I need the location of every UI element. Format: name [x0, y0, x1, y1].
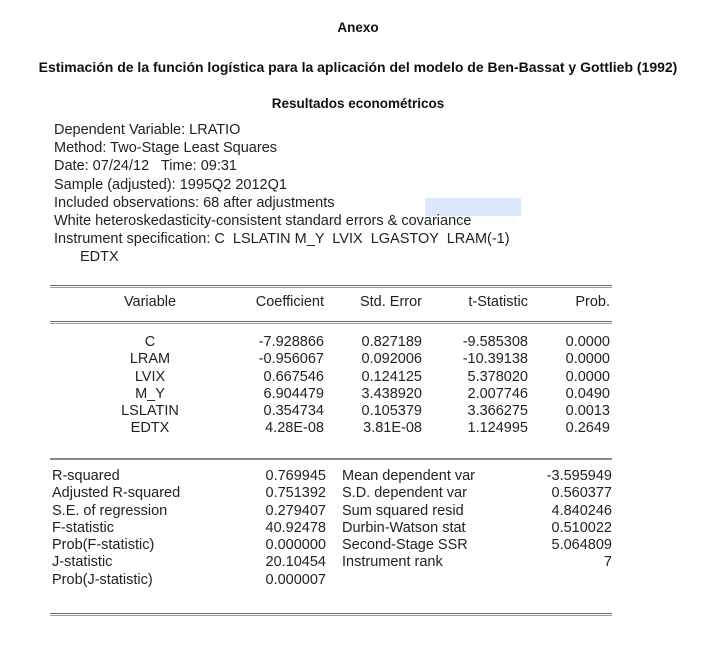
meta-covariance: White heteroskedasticity-consistent standard errors & covariance — [54, 213, 472, 230]
cell-coefficient: 4.28E-08 — [265, 420, 324, 437]
annex-heading: Anexo — [337, 20, 379, 35]
cell-std-error: 3.438920 — [361, 385, 422, 402]
table-row — [50, 334, 612, 351]
stat-label: Adjusted R-squared — [52, 485, 181, 502]
cell-t-statistic: 2.007746 — [467, 385, 528, 402]
stat-value: 0.510022 — [551, 519, 612, 536]
coefficient-table-body — [50, 334, 612, 438]
col-std-error: Std. Error — [359, 294, 422, 310]
cell-prob: 0.0000 — [565, 368, 610, 385]
cell-t-statistic: -9.585308 — [462, 334, 528, 350]
col-t-statistic: t-Statistic — [468, 294, 528, 310]
table-row — [50, 420, 612, 437]
summary-statistics — [52, 468, 612, 589]
table-bottom-rule — [50, 613, 612, 616]
stat-value: 0.279407 — [265, 502, 326, 519]
cell-prob: 0.2649 — [565, 420, 610, 437]
stat-value: 5.064809 — [551, 537, 612, 554]
cell-variable: LVIX — [134, 368, 166, 385]
stat-label: Mean dependent var — [342, 468, 476, 484]
meta-method: Method: Two-Stage Least Squares — [54, 140, 278, 157]
stats-separator-rule — [50, 458, 612, 460]
stat-value: 0.751392 — [265, 485, 326, 502]
stats-row — [52, 468, 612, 485]
stats-row — [52, 520, 612, 537]
stat-label: Sum squared resid — [342, 502, 464, 519]
stat-value: 0.560377 — [551, 485, 612, 502]
cell-prob: 0.0013 — [565, 403, 610, 420]
document-title: Estimación de la función logística para la aplicación del modelo de Ben-Bassat y Gottlieb (1992) — [38, 59, 678, 75]
stat-value: 40.92478 — [265, 519, 326, 536]
stat-label: Prob(F-statistic) — [52, 537, 155, 554]
cell-std-error: 3.81E-08 — [363, 420, 422, 437]
stats-row — [52, 572, 612, 589]
stat-label: Second-Stage SSR — [342, 537, 468, 554]
stat-value: 7 — [603, 554, 612, 571]
cell-coefficient: 0.354734 — [263, 403, 324, 420]
cell-prob: 0.0000 — [565, 351, 610, 368]
col-variable: Variable — [123, 294, 177, 310]
cell-variable: LSLATIN — [121, 403, 179, 420]
stat-label: S.E. of regression — [52, 502, 168, 519]
stats-row — [52, 485, 612, 502]
stat-label: F-statistic — [52, 519, 115, 536]
cell-variable: M_Y — [135, 385, 165, 402]
cell-std-error: 0.105379 — [361, 403, 422, 420]
cell-variable: C — [144, 334, 156, 350]
stat-value: 0.000007 — [265, 571, 326, 588]
stat-value: 20.10454 — [265, 554, 326, 571]
cell-t-statistic: 5.378020 — [467, 368, 528, 385]
stat-value: 0.000000 — [265, 537, 326, 554]
stat-value: -3.595949 — [546, 468, 612, 484]
regression-meta — [54, 121, 510, 267]
meta-instruments-cont: EDTX — [80, 249, 119, 266]
cell-t-statistic: 1.124995 — [467, 420, 528, 437]
stat-value: 0.769945 — [265, 468, 326, 484]
meta-observations: Included observations: 68 after adjustments — [54, 194, 335, 211]
table-row — [50, 386, 612, 403]
meta-instruments: Instrument specification: C LSLATIN M_Y LVIX LGASTOY LRAM(-1) — [54, 231, 510, 248]
col-coefficient: Coefficient — [255, 294, 324, 310]
stat-label: S.D. dependent var — [342, 485, 467, 502]
stats-row — [52, 537, 612, 554]
meta-dependent-variable: Dependent Variable: LRATIO — [54, 122, 241, 138]
stat-label: Prob(J-statistic) — [52, 571, 153, 588]
cell-variable: LRAM — [129, 351, 171, 368]
stats-row — [52, 554, 612, 571]
col-prob: Prob. — [575, 294, 610, 310]
cell-std-error: 0.827189 — [361, 334, 422, 350]
table-top-rule — [50, 285, 612, 288]
cell-coefficient: -7.928866 — [258, 334, 324, 350]
table-row — [50, 403, 612, 420]
cell-prob: 0.0490 — [565, 385, 610, 402]
cell-t-statistic: -10.39138 — [462, 351, 528, 368]
table-row — [50, 351, 612, 368]
cell-coefficient: 6.904479 — [263, 385, 324, 402]
cell-variable: EDTX — [130, 420, 170, 437]
stat-label: J-statistic — [52, 554, 113, 571]
meta-date: Date: 07/24/12 Time: 09:31 — [54, 158, 237, 175]
cell-coefficient: 0.667546 — [263, 368, 324, 385]
cell-t-statistic: 3.366275 — [467, 403, 528, 420]
cell-std-error: 0.092006 — [361, 351, 422, 368]
stat-label: Durbin-Watson stat — [342, 519, 466, 536]
cell-std-error: 0.124125 — [361, 368, 422, 385]
header-bottom-rule — [50, 321, 612, 324]
meta-sample: Sample (adjusted): 1995Q2 2012Q1 — [54, 176, 287, 193]
section-subtitle: Resultados econométricos — [271, 96, 445, 111]
cell-coefficient: -0.956067 — [258, 351, 324, 368]
stat-label: R-squared — [52, 468, 120, 484]
stats-row — [52, 503, 612, 520]
table-row — [50, 369, 612, 386]
coefficient-table-header — [50, 294, 612, 314]
stat-value: 4.840246 — [551, 502, 612, 519]
stat-label: Instrument rank — [342, 554, 443, 571]
cell-prob: 0.0000 — [565, 334, 610, 350]
